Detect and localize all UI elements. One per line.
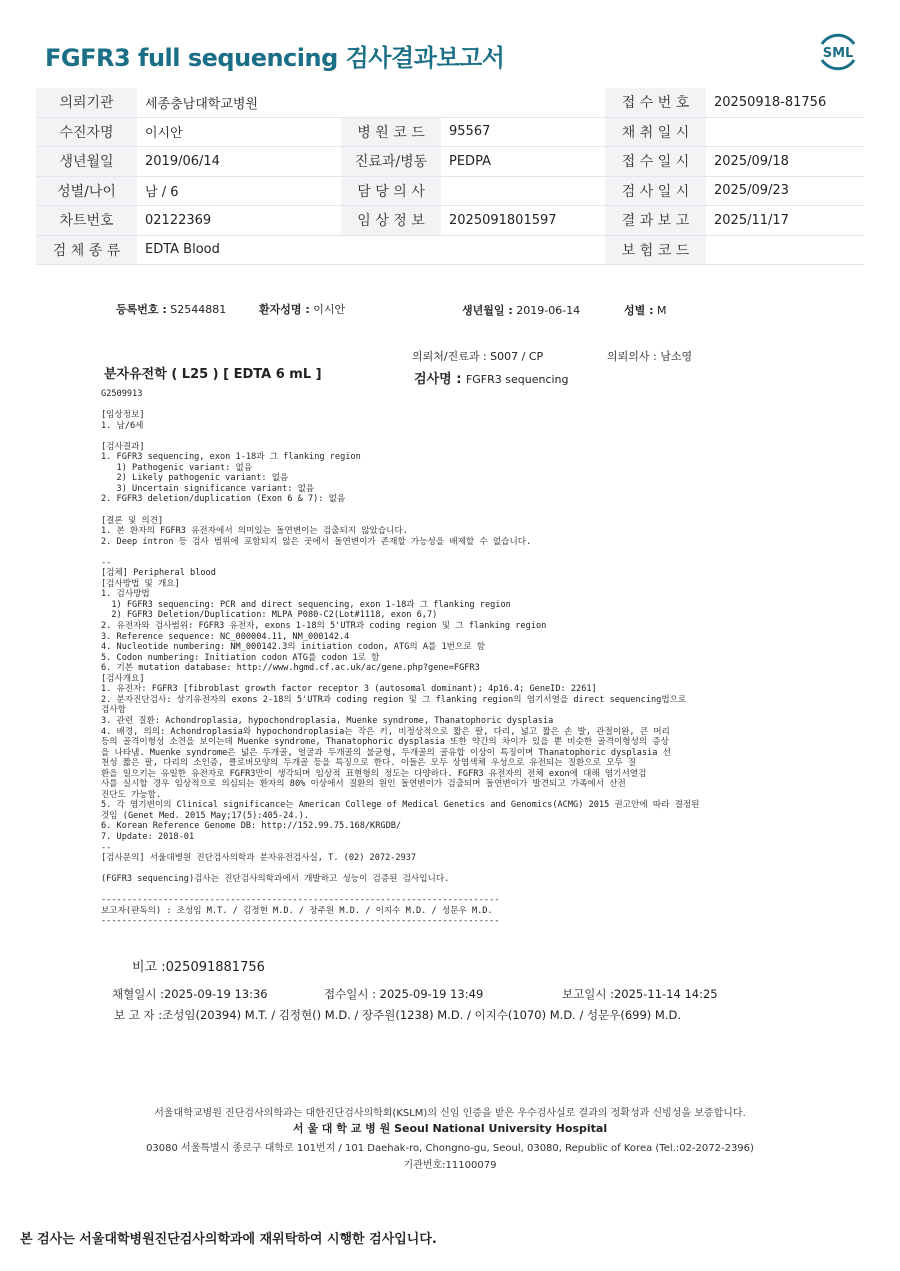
info-value: 02122369 bbox=[137, 206, 341, 236]
sml-logo bbox=[814, 30, 862, 74]
info-value: 2025/09/18 bbox=[706, 147, 864, 177]
receipt-time: 접수일시 : 2025-09-19 13:49 bbox=[324, 987, 484, 1001]
info-value: 2025091801597 bbox=[441, 206, 605, 236]
reporters: 보 고 자 :조성임(20394) M.T. / 김정현() M.D. / 장주원(1238) M.D. / 이지수(1070) M.D. / 성문우(699) M.D. bbox=[114, 1008, 682, 1022]
requesting-department: 의뢰처/진료과 : S007 / CP bbox=[412, 350, 544, 363]
info-value: 2025/11/17 bbox=[706, 206, 864, 236]
info-value: 95567 bbox=[441, 117, 605, 147]
birth-date: 생년월일 : 2019-06-14 bbox=[462, 304, 581, 317]
info-value: 이시안 bbox=[137, 117, 341, 147]
info-label: 보 험 코 드 bbox=[605, 235, 706, 265]
info-value: PEDPA bbox=[441, 147, 605, 177]
info-value bbox=[706, 117, 864, 147]
info-label: 의뢰기관 bbox=[36, 88, 137, 117]
patient-info-table bbox=[36, 88, 864, 265]
report-time: 보고일시 :2025-11-14 14:25 bbox=[562, 987, 718, 1001]
info-value bbox=[441, 88, 605, 117]
info-label: 접 수 일 시 bbox=[605, 147, 706, 177]
specimen-line: 분자유전학 ( L25 ) [ EDTA 6 mL ] bbox=[104, 367, 322, 382]
info-value: EDTA Blood bbox=[137, 235, 341, 265]
info-label: 검 체 종 류 bbox=[36, 235, 137, 265]
info-row bbox=[36, 117, 864, 147]
info-label: 채 취 일 시 bbox=[605, 117, 706, 147]
info-row bbox=[36, 176, 864, 206]
info-label: 생년월일 bbox=[36, 147, 137, 177]
report-body: G2509913 [임상정보] 1. 남/6세 [검사결과] 1. FGFR3 sequencing, exon 1-18과 그 flanking region 1) Pathogenic variant: 없음 2) Likely pathogenic variant: 없음 3) Uncertain significance variant: 없음 2. FGFR3 deletion/duplication (Exon 6 & 7): 없음 [결론 및 의견] 1. 본 환자의 FGFR3 유전자에서 의미있는 돌연변이는 검출되지 않았습니다. 2. Deep intron 등 검사 범위에 포함되지 않은 곳에서 돌연변이가 존재할 가능성을 배제할 수 없습니다. -- [검체] Peripheral blood [검사방법 및 개요] 1. 검사방법 1) FGFR3 sequencing: PCR and direct sequencing, exon 1-18과 그 flanking region 2) FGFR3 Deletion/Duplication: MLPA P080-C2(Lot#1118, exon 6,7) 2. 유전자와 검사범위: FGFR3 유전자, exons 1-18의 5'UTR과 coding region 및 그 flanking region 3. Reference sequence: NC_000004.11, NM_000142.4 4. Nucleotide numbering: NM_000142.3의 initiation codon, ATG의 A를 1번으로 함 5. Codon numbering: Initiation codon ATG를 codon 1로 함 6. 기본 mutation database: http://www.hgmd.cf.ac.uk/ac/gene.php?gene=FGFR3 [검사개요] 1. 유전자: FGFR3 [fibroblast growth factor receptor 3 (autosomal dominant); 4p16.4; GeneID: 2261] 2. 분자진단검사: 상기유전자의 exons 2-18의 5'UTR과 coding region 및 그 flanking region의 염기서열을 direct sequencing법으로 검사함 3. 관련 질환: Achondroplasia, hypochondroplasia, Muenke syndrome, Thanatophoric dysplasia 4. 배경, 의의: Achondroplasia와 hypochondroplasia는 작은 키, 비정상적으로 짧은 팔, 다리, 넓고 짧은 손 발, 관절이완, 큰 머리 등의 골격이형성 소견을 보이는데 Muenke syndrome, Thanatophoric dysplasia 또한 약간의 차이가 있을 뿐 비슷한 골격이형성의 증상 을 나타냄. Muenke syndrome은 넓은 두개골, 얼굴과 두개골의 불균형, 두개골의 골유합 이상이 특징이며 Thanatophoric dysplasia 선 천성 짧은 팔, 다리의 소인증, 클로버모양의 두개골 등을 특징으로 한다. 이들은 모두 상염색체 우성으로 유전되는 질환으로 모두 질 환을 일으키는 유일한 유전자로 FGFR3만이 생각되며 임상적 표현형의 정도는 다양하다. FGFR3 유전자의 전체 exon에 대해 염기서열검 사를 실시할 경우 임상적으로 의심되는 환자의 80% 이상에서 질환의 원인 돌연변이가 검출되며 돌연변이가 발견되고 가족에서 산전 진단도 가능함. 5. 각 염기변이의 Clinical significance는 American College of Medical Genetics and Genomics(ACMG) 2015 권고안에 따라 결정된 것임 (Genet Med. 2015 May;17(5):405-24.). 6. Korean Reference Genome DB: http://152.99.75.168/KRGDB/ 7. Update: 2018-01 -- [검사문의] 서울대병원 진단검사의학과 분자유전검사실, T. (02) 2072-2937 (FGFR3 sequencing)검사는 진단검사의학과에서 개발하고 성능이 검증된 검사입니다. ----------------------------------------------------------------------------- 보고자(판독의) : 조성임 M.T. / 김정현 M.D. / 장주원 M.D. / 이지수 M.D. / 성문우 M.D. ----------------------------------------------------------------------------- bbox=[101, 389, 700, 927]
info-label: 임 상 정 보 bbox=[341, 206, 441, 236]
footer-hospital: 서 울 대 학 교 병 원 Seoul National University Hospital bbox=[292, 1122, 608, 1135]
info-label: 수진자명 bbox=[36, 117, 137, 147]
remarks: 비고 :025091881756 bbox=[132, 960, 265, 975]
registration-number: 등록번호 : S2544881 bbox=[116, 303, 227, 316]
info-label: 담 당 의 사 bbox=[341, 176, 441, 206]
logo-text: SML bbox=[822, 46, 854, 61]
info-label: 검 사 일 시 bbox=[605, 176, 706, 206]
info-label bbox=[341, 88, 441, 117]
info-value: 2025/09/23 bbox=[706, 176, 864, 206]
info-value bbox=[441, 176, 605, 206]
info-label: 진료과/병동 bbox=[341, 147, 441, 177]
info-row bbox=[36, 88, 864, 117]
info-value: 2019/06/14 bbox=[137, 147, 341, 177]
requesting-doctor: 의뢰의사 : 남소영 bbox=[607, 350, 693, 363]
info-value: 남 / 6 bbox=[137, 176, 341, 206]
test-name: 검사명 : FGFR3 sequencing bbox=[414, 372, 569, 387]
report-title: FGFR3 full sequencing 검사결과보고서 bbox=[45, 44, 505, 72]
info-row bbox=[36, 147, 864, 177]
collection-time: 채혈일시 :2025-09-19 13:36 bbox=[112, 987, 268, 1001]
patient-name: 환자성명 : 이시안 bbox=[259, 303, 346, 316]
info-label bbox=[341, 235, 441, 265]
footer-certification: 서울대학교병원 진단검사의학과는 대한진단검사의학회(KSLM)의 신임 인증을 받은 우수검사실로 결과의 정확성과 신빙성을 보증합니다. bbox=[154, 1108, 746, 1119]
info-label: 접 수 번 호 bbox=[605, 88, 706, 117]
info-value: 20250918-81756 bbox=[706, 88, 864, 117]
info-row bbox=[36, 235, 864, 265]
footer-address: 03080 서울특별시 종로구 대학로 101번지 / 101 Daehak-ro, Chongno-gu, Seoul, 03080, Republic of Korea (Tel.:02-2072-2396) bbox=[146, 1143, 754, 1154]
info-value bbox=[441, 235, 605, 265]
info-label: 성별/나이 bbox=[36, 176, 137, 206]
bottom-note: 본 검사는 서울대학병원진단검사의학과에 재위탁하여 시행한 검사입니다. bbox=[20, 1232, 437, 1247]
info-row bbox=[36, 206, 864, 236]
info-value bbox=[706, 235, 864, 265]
info-label: 차트번호 bbox=[36, 206, 137, 236]
info-value: 세종충남대학교병원 bbox=[137, 88, 341, 117]
footer-institution-number: 기관번호:11100079 bbox=[403, 1160, 497, 1171]
info-label: 병 원 코 드 bbox=[341, 117, 441, 147]
info-label: 결 과 보 고 bbox=[605, 206, 706, 236]
sex: 성별 : M bbox=[624, 304, 667, 317]
